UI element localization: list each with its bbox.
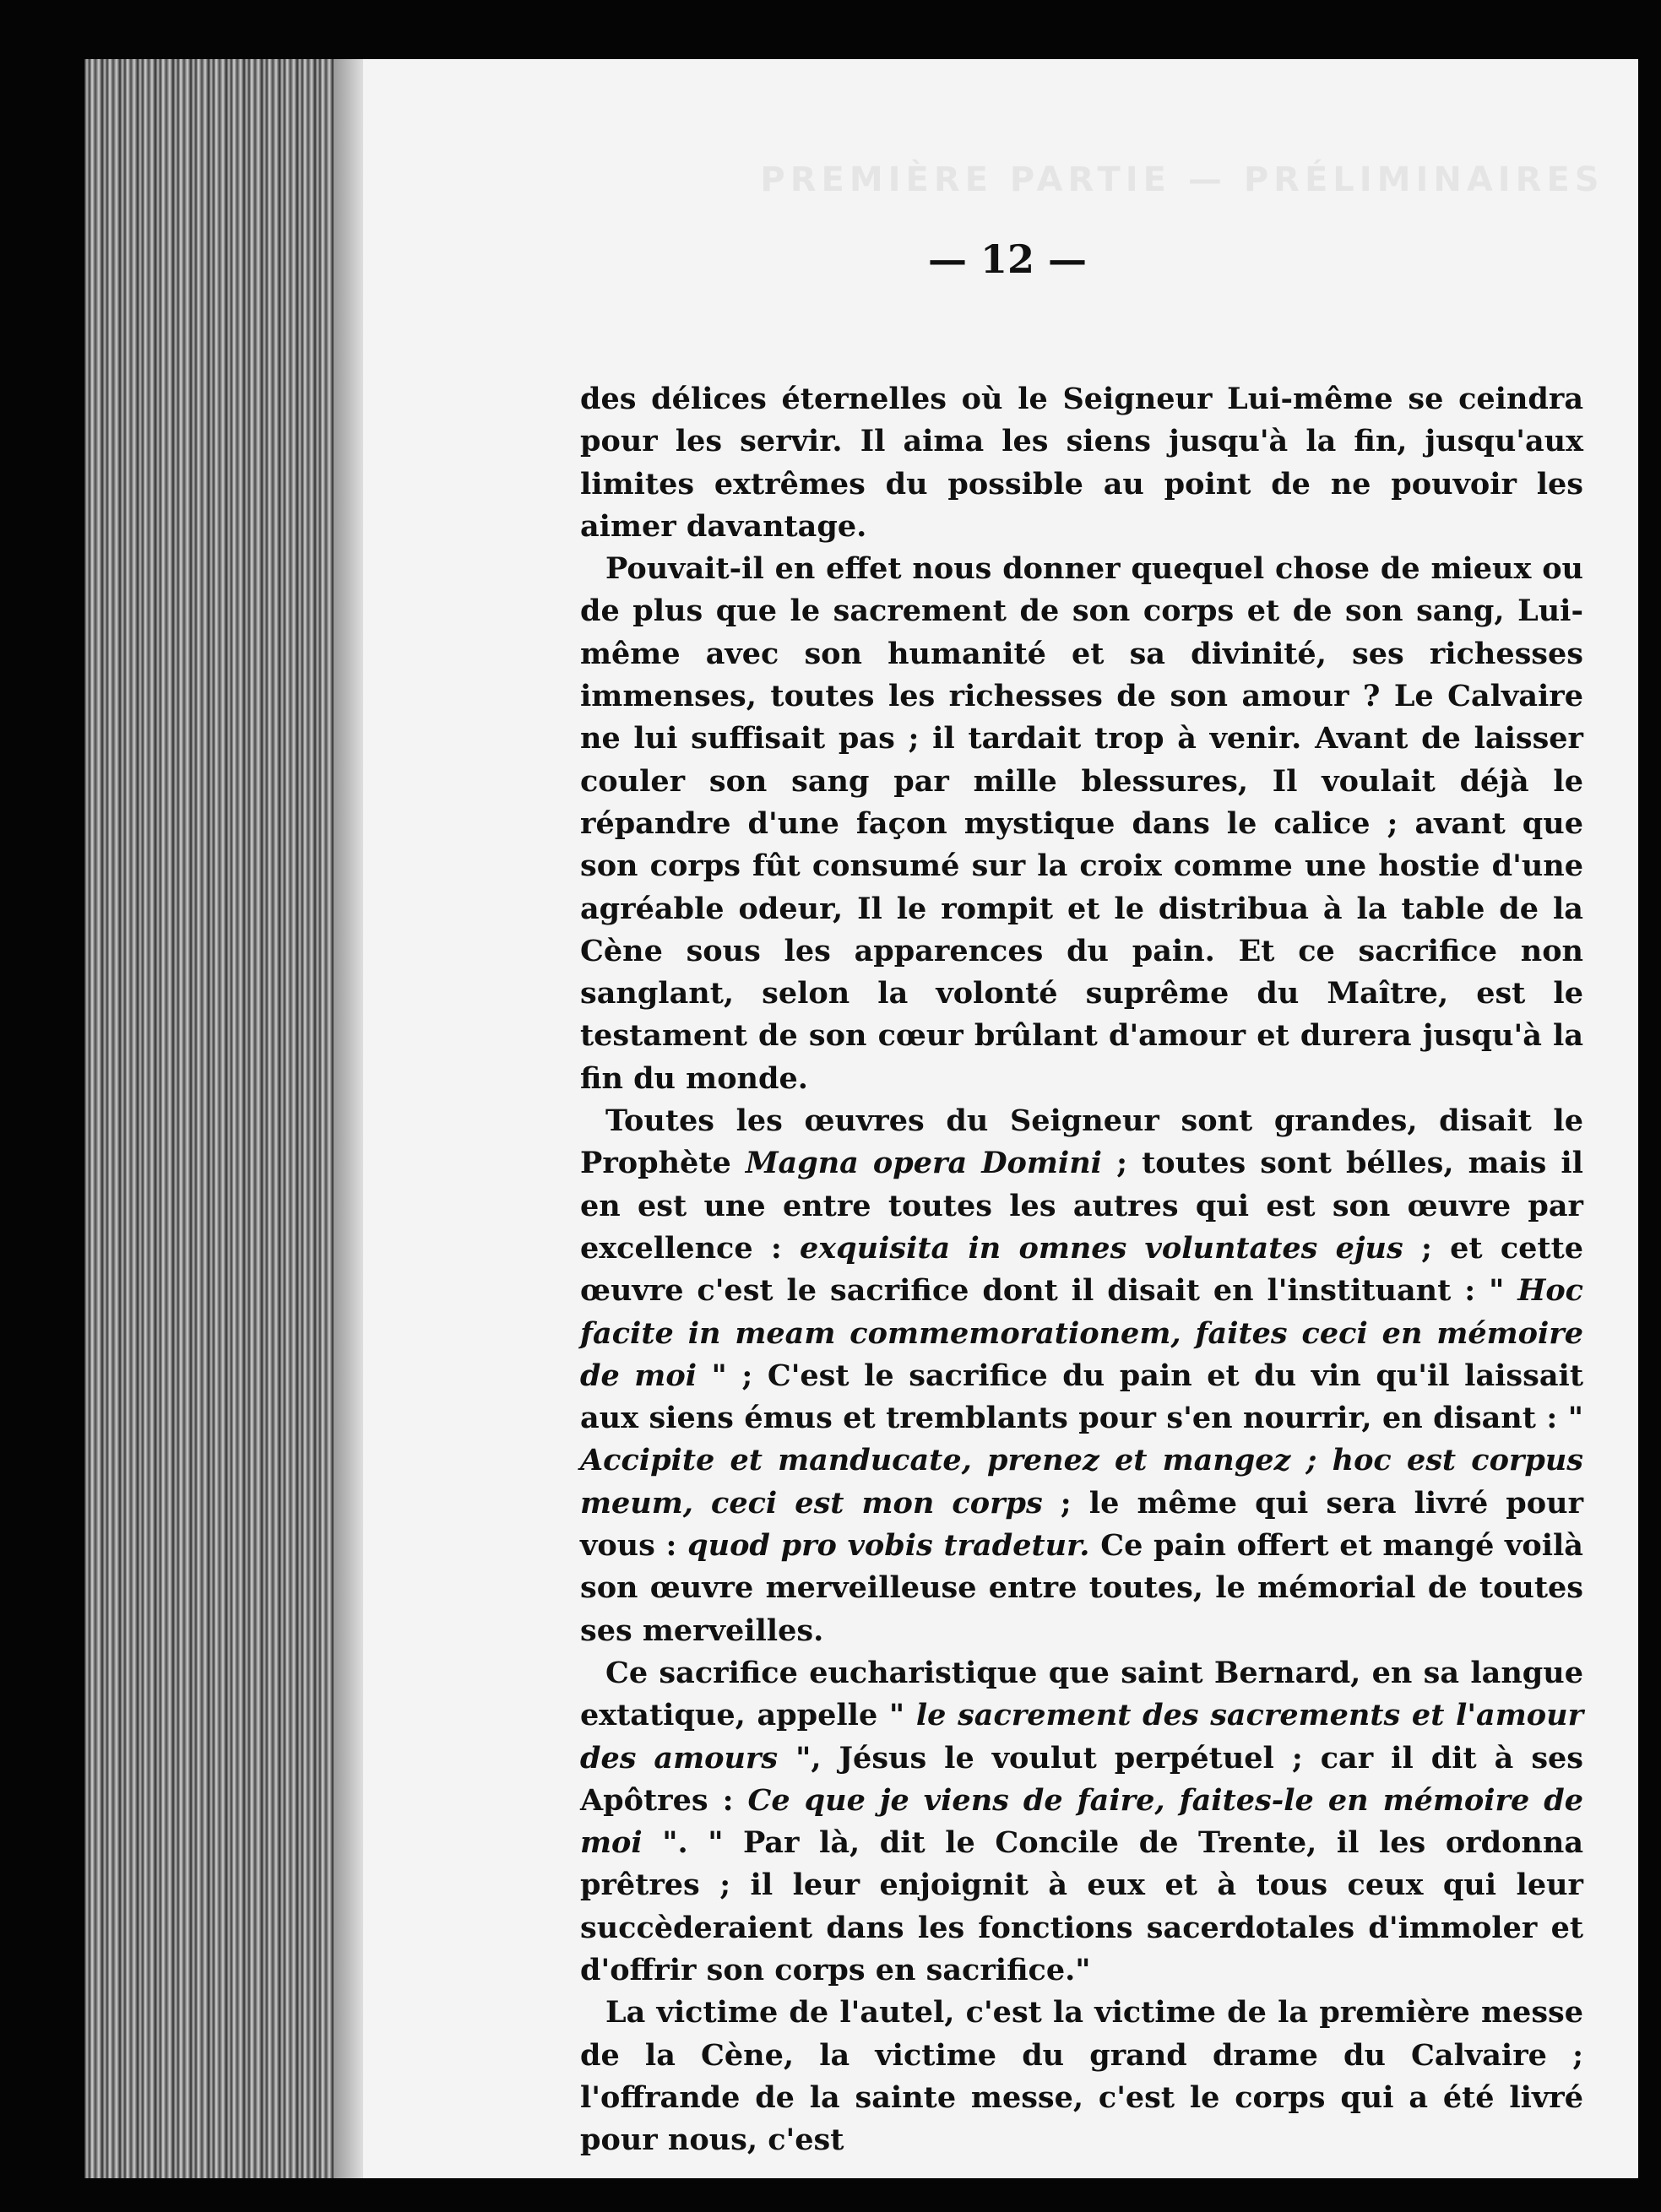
body-text (580, 378, 1583, 2161)
text-run: ; le même qui sera livré pour vous : (580, 1485, 1584, 1564)
page-stack-edge (84, 59, 355, 2178)
text-run: " ; C'est le sacrifice du pain et du vin qu'il laissait aux siens émus et tremblants pour s'en nourrir, en disant : " (580, 1358, 1583, 1436)
italic-run: Ce que je viens de faire, faites-le en mémoire de moi (580, 1782, 1584, 1861)
italic-run: le sacrement des sacrements et l'amour des amours (580, 1698, 1584, 1776)
italic-run: Accipite et manducate, prenez et mangez ; hoc est corpus meum, ceci est mon corps (580, 1443, 1583, 1521)
italic-run: quod pro vobis tradetur. (687, 1528, 1090, 1564)
italic-run: Hoc facite in meam commemorationem, faites ceci en mémoire de moi (580, 1273, 1583, 1393)
text-run: Ce sacrifice eucharistique que saint Bernard, en sa langue extatique, appelle " (580, 1655, 1583, 1733)
text-run: ", Jésus le voulut perpétuel ; car il dit à ses Apôtres : (580, 1740, 1584, 1818)
text-run: Ce pain offert et mangé voilà son œuvre merveilleuse entre toutes, le mémorial de toutes ses merveilles. (580, 1528, 1583, 1648)
bleed-through-text: PREMIÈRE PARTIE — PRÉLIMINAIRES (760, 160, 1604, 199)
text-run: ". " Par là, dit le Concile de Trente, il les ordonna prêtres ; il leur enjoignit à eux et à tous ceux qui leur succèderaient dans les fonctions sacerdotales d'immoler et d'offrir son corps en sacrifice." (580, 1825, 1583, 1987)
text-run: ; et cette œuvre c'est le sacrifice dont il disait en l'instituant : " (580, 1230, 1584, 1309)
text-run: Pouvait-il en effet nous donner quequel chose de mieux ou de plus que le sacrement de son corps et de son sang, Lui-même avec son humanité et sa divinité, ses richesses immenses, toutes les richesses de son amour ? Le Calvaire ne lui suffisait pas ; il tardait trop à venir. Avant de laisser couler son sang par mille blessures, Il voulait déjà le répandre d'une façon mystique dans le calice ; avant que son corps fût consumé sur la croix comme une hostie d'une agréable odeur, Il le rompit et le distribua à la table de la Cène sous les apparences du pain. Et ce sacrifice non sanglant, selon la volonté suprême du Maître, est le testament de son cœur brûlant d'amour et durera jusqu'à la fin du monde. (580, 551, 1583, 1096)
text-run: ; toutes sont bélles, mais il en est une entre toutes les autres qui est son œuvre par excellence : (580, 1146, 1583, 1266)
text-run: Toutes les œuvres du Seigneur sont grandes, disait le Prophète (580, 1103, 1583, 1181)
italic-run: Magna opera Domini (745, 1146, 1102, 1181)
text-run: La victime de l'autel, c'est la victime de la première messe de la Cène, la victime du grand drame du Calvaire ; l'offrande de la sainte messe, c'est le corps qui a été livré pour nous, c'est (580, 1995, 1583, 2158)
paragraph (580, 1100, 1583, 1652)
text-run: des délices éternelles où le Seigneur Lui-même se ceindra pour les servir. Il aima les siens jusqu'à la fin, jusqu'aux limites extrêmes du possible au point de ne pouvoir les aimer davantage. (580, 382, 1583, 544)
book-page (363, 59, 1638, 2178)
page-number: — 12 — (927, 236, 1088, 282)
paragraph (580, 1652, 1583, 1992)
italic-run: exquisita in omnes voluntates ejus (800, 1230, 1403, 1266)
paragraph (580, 378, 1583, 548)
paragraph (580, 1992, 1583, 2161)
gutter-shadow (334, 59, 367, 2178)
paragraph (580, 548, 1583, 1100)
